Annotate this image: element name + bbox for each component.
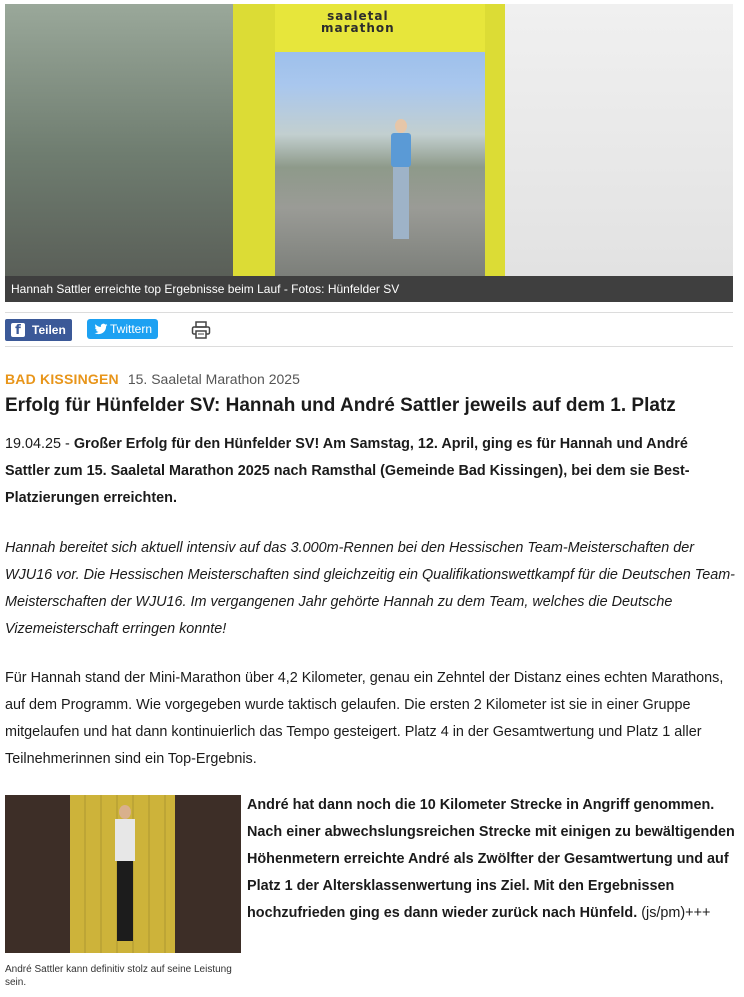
- hero-caption: Hannah Sattler erreichte top Ergebnisse beim Lauf - Fotos: Hünfelder SV: [5, 276, 733, 302]
- article-lead: [5, 431, 735, 512]
- hero-image[interactable]: [5, 4, 733, 302]
- andre-photo[interactable]: [5, 795, 241, 953]
- article-headline: Erfolg für Hünfelder SV: Hannah und André Sattler jeweils auf dem 1. Platz: [5, 395, 676, 416]
- hero-blur-right: [505, 4, 733, 276]
- lead-text: Großer Erfolg für den Hünfelder SV! Am Samstag, 12. April, ging es für Hannah und André Sattler zum 15. Saaletal Marathon 2025 nach Ramsthal (Gemeinde Bad Kissingen), bei dem sie Best-Platzierungen erreichten.: [5, 436, 690, 506]
- runner-figure: [388, 119, 414, 239]
- divider-top: [5, 312, 733, 313]
- facebook-share-button[interactable]: [5, 319, 72, 341]
- author-suffix: (js/pm)+++: [637, 905, 711, 921]
- athlete-figure: [112, 805, 138, 945]
- italic-paragraph: Hannah bereitet sich aktuell intensiv auf das 3.000m-Rennen bei den Hessischen Team-Meisterschaften der WJU16 vor. Die Hessischen Meisterschaften sind gleichzeitig ein Qualifikationswettkampf für die Deutschen Team-Meisterschaften der WJU16. Im vergangenen Jahr gehörte Hannah zu dem Team, welches die Deutsche Vizemeisterschaft erringen konnte!: [5, 540, 735, 637]
- printer-icon[interactable]: [191, 321, 211, 339]
- body-paragraph: Für Hannah stand der Mini-Marathon über 4,2 Kilometer, genau ein Zehntel der Distanz eines echten Marathons, auf dem Programm. Wie vorgegeben wurde taktisch gelaufen. Die ersten 2 Kilometer ist sie in einer Gruppe mitgelaufen und hat dann kontinuierlich das Tempo gesteigert. Platz 4 in der Gesamtwertung und Platz 1 aller Teilnehmerinnen sind ein Top-Ergebnis.: [5, 670, 724, 767]
- category-link[interactable]: BAD KISSINGEN: [5, 371, 119, 387]
- facebook-share-label: Teilen: [32, 323, 66, 337]
- article-date: 19.04.25 -: [5, 436, 74, 452]
- hero-photo: [233, 4, 505, 276]
- side-bold-text: André hat dann noch die 10 Kilometer Strecke in Angriff genommen. Nach einer abwechslungsreichen Strecke mit einigen zu bewältigenden Höhenmetern erreichte André als Zwölfter der Gesamtwertung und auf Platz 1 der Altersklassenwertung ins Ziel. Mit den Ergebnissen hochzufrieden ging es dann wieder zurück nach Hünfeld.: [247, 797, 735, 921]
- arch-brand-logo: saaletal marathon: [321, 9, 395, 35]
- finish-arch-right: [485, 4, 505, 276]
- event-label: 15. Saaletal Marathon 2025: [127, 371, 300, 387]
- hero-blur-left: [5, 4, 233, 276]
- divider-share: [5, 346, 733, 347]
- twitter-share-label: Twittern: [110, 322, 153, 336]
- twitter-share-button[interactable]: [87, 319, 158, 339]
- photo-caption: André Sattler kann definitiv stolz auf seine Leistung sein.: [5, 964, 232, 988]
- side-paragraph: [247, 792, 737, 927]
- finish-arch-left: [233, 4, 275, 276]
- article-kicker: [5, 370, 300, 388]
- twitter-icon: [94, 322, 108, 336]
- facebook-icon: f: [11, 323, 25, 337]
